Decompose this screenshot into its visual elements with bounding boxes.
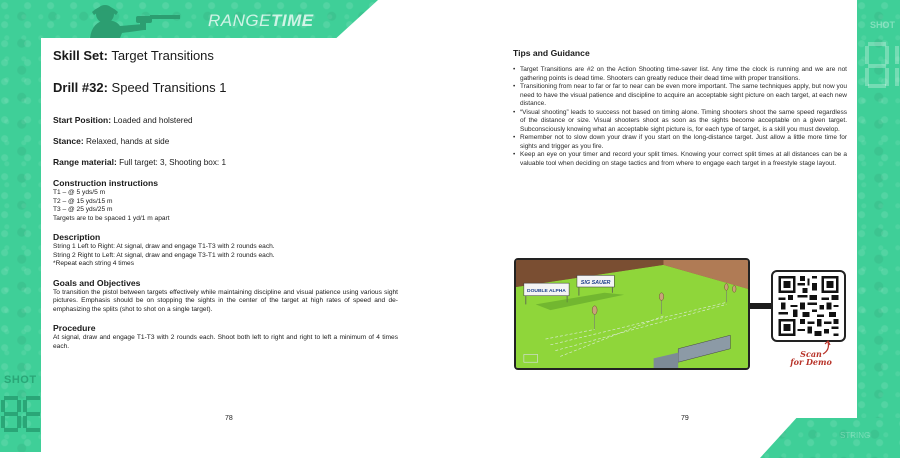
qr-code[interactable] xyxy=(771,270,846,342)
shot-label: SHOT xyxy=(4,374,37,386)
qr-code-icon xyxy=(777,276,840,336)
page-number: 78 xyxy=(225,415,233,422)
range-material: Range material: Full target: 3, Shooting box: 1 xyxy=(53,157,227,167)
procedure-section xyxy=(53,323,398,351)
construction-line: Targets are to be spaced 1 yd/1 m apart xyxy=(53,214,170,222)
section-title: Goals and Objectives xyxy=(53,277,141,288)
svg-text:SIG SAUER: SIG SAUER xyxy=(580,280,611,287)
construction-line: T3 – @ 25 yds/25 m xyxy=(53,206,113,213)
construction-line: T1 – @ 5 yds/5 m xyxy=(53,189,106,196)
string-label: STRING xyxy=(840,431,871,440)
digital-counter-icon xyxy=(0,394,41,434)
goals-text: To transition the pistol between targets effectively while maintaining discipline and visual patience using various sight pictures. Emphasis should be on stopping the sights in the center of the target at high rates of speed and de-emphasizing the splits (shot to shot on a single target). xyxy=(53,288,398,313)
tips-title: Tips and Guidance xyxy=(513,48,590,58)
left-page-content xyxy=(53,48,398,360)
right-page-content xyxy=(513,48,847,168)
section-title: Procedure xyxy=(53,323,96,333)
tip-item: • Remember not to slow down your draw if you start on the long-distance target. Just allow a little more time for sights and trigger as you fire. xyxy=(513,134,847,151)
footer-band xyxy=(760,418,900,458)
description-section xyxy=(53,232,398,269)
shooter-silhouette-icon xyxy=(70,2,200,38)
stance: Stance: Relaxed, hands at side xyxy=(53,136,170,146)
description-line: String 2 Right to Left: At signal, draw and engage T3-T1 with 2 rounds each. xyxy=(53,251,275,259)
digital-counter-icon xyxy=(862,40,900,90)
tips-list xyxy=(513,66,847,168)
connector-bar xyxy=(750,303,772,309)
scan-for-demo-caption: Scan for Demo xyxy=(790,349,832,367)
section-title: Construction instructions xyxy=(53,178,159,188)
drill-heading: Drill #32: Speed Transitions 1 xyxy=(53,80,227,95)
procedure-text: At signal, draw and engage T1-T3 with 2 rounds each. Shoot both left to right and right to left a minimum of 4 times each. xyxy=(53,334,398,350)
description-line: *Repeat each string 4 times xyxy=(53,260,134,267)
construction-line: T2 – @ 15 yds/15 m xyxy=(53,197,113,205)
description-line: String 1 Left to Right: At signal, draw and engage T1-T3 with 2 rounds each. xyxy=(53,243,275,250)
tip-item: • “Visual shooting” leads to success not based on timing alone. Timing shooters shoot the same speed regardless of the distance or size. Visual shooters shoot as soon as the sights become acceptable on a given target. Subconsciously knowing what an acceptable sight picture is, for each type of target, is a skill you must develop. xyxy=(513,109,847,135)
svg-text:DOUBLE ALPHA: DOUBLE ALPHA xyxy=(527,288,566,294)
section-title: Description xyxy=(53,232,101,242)
tip-item: • Keep an eye on your timer and record your split times. Knowing your correct split times at all distances can be a valuable tool when deciding on stage tactics and from where to engage each target in a freestyle stage layout. xyxy=(513,151,847,168)
tip-item: • Target Transitions are #2 on the Action Shooting time-saver list. Any time the clock is running and we are not gathering points is dead time. Shooters can greatly reduce their dead time with proper transitions. xyxy=(513,66,847,83)
shot-label: SHOT xyxy=(870,20,896,30)
page-number: 79 xyxy=(681,415,689,422)
brand-logo: RANGETIME xyxy=(208,11,314,30)
start-position: Start Position: Loaded and holstered xyxy=(53,115,193,125)
skill-set-heading: Skill Set: Target Transitions xyxy=(53,48,214,63)
goals-section xyxy=(53,278,398,315)
range-layout-illustration xyxy=(514,258,750,370)
tip-item: • Transitioning from near to far or far to near can be even more important. The same techniques apply, but now you need to have the visual patience and discipline to acquire an acceptable sight picture on each target, at each new distance. xyxy=(513,83,847,109)
construction-section xyxy=(53,178,398,223)
